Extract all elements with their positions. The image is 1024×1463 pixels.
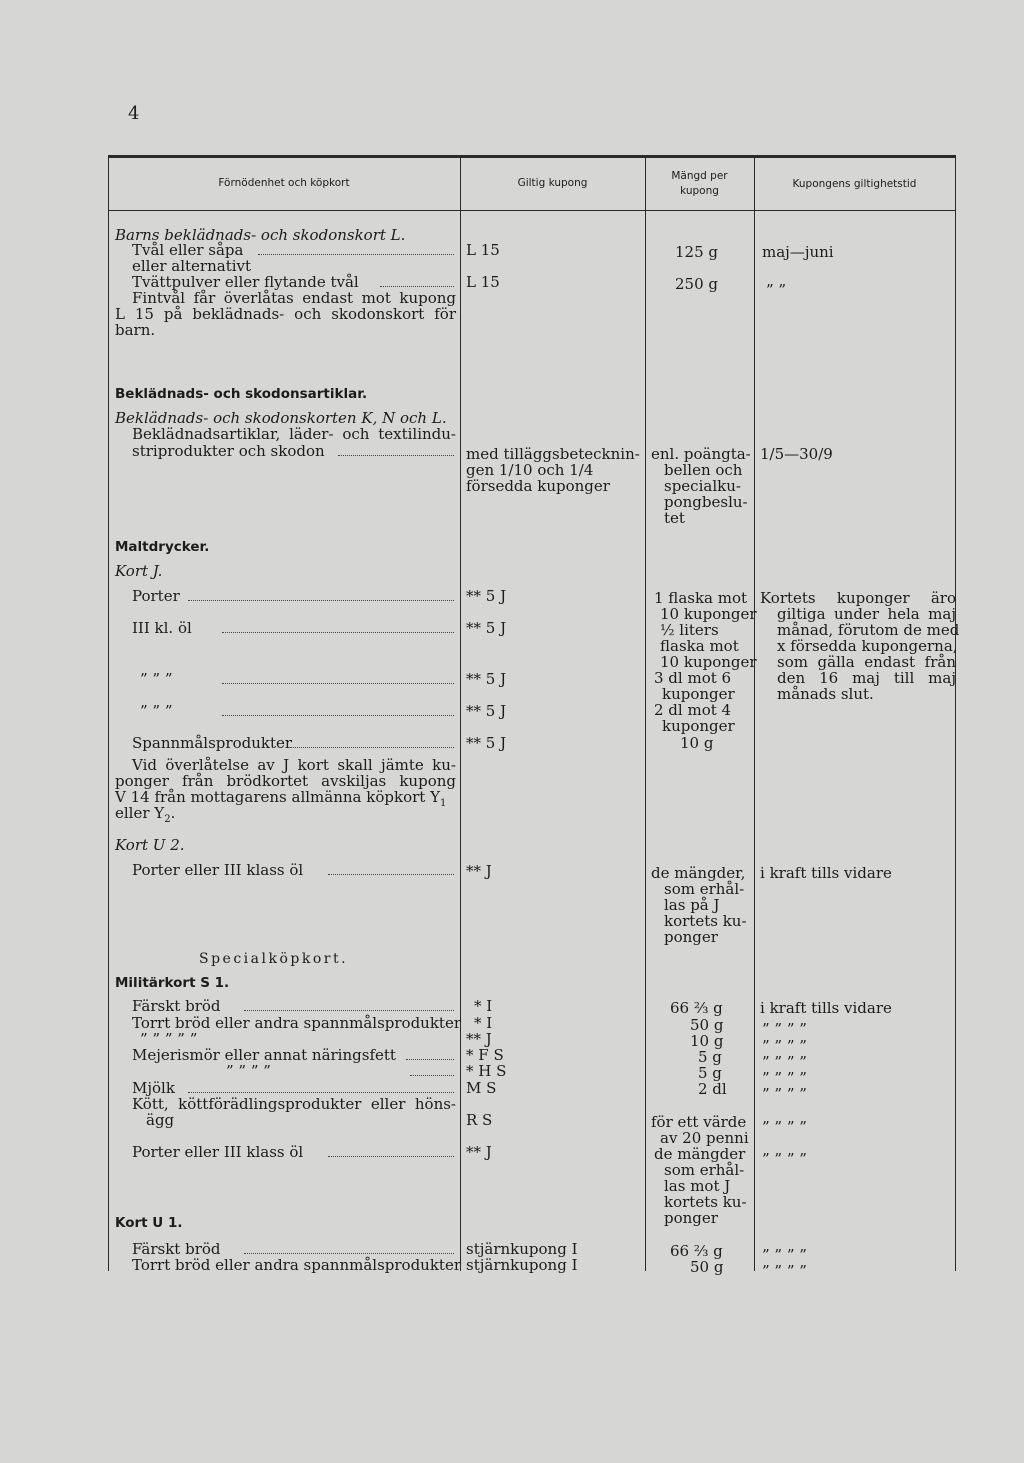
coupon-code: M S	[466, 1079, 497, 1097]
header-bottom-rule	[108, 210, 956, 211]
top-rule	[108, 155, 956, 158]
coupon-code: ** 5 J	[466, 619, 507, 637]
amount: las mot J	[664, 1177, 731, 1195]
ditto: ” ” ” ”	[762, 1246, 807, 1264]
item-name: Spannmålsprodukter	[132, 734, 293, 752]
note: Fintvål får överlåtas endast mot kupong	[132, 289, 456, 307]
col-divider-2	[645, 156, 646, 1271]
item-name: striprodukter och skodon	[132, 442, 325, 460]
ditto: ” ”	[766, 281, 787, 299]
coupon-code: L 15	[466, 241, 500, 259]
leader-dots	[380, 286, 454, 287]
item-name: Torrt bröd eller andra spannmålsprodukter	[132, 1256, 462, 1274]
note: ponger från brödkortet avskiljas kupong	[115, 772, 456, 790]
ditto: ” ” ” ”	[762, 1150, 807, 1168]
amount: som erhål-	[664, 880, 745, 898]
coupon-code: ** J	[466, 862, 492, 880]
coupon-code: * I	[474, 1014, 493, 1032]
ditto: ” ” ” ”	[226, 1062, 271, 1080]
item-name: Beklädnadsartiklar, läder- och textilindu-	[132, 425, 456, 443]
leader-dots	[188, 600, 454, 601]
leader-dots	[244, 1253, 454, 1254]
amount: enl. poängta-	[651, 445, 751, 463]
leader-dots	[222, 715, 454, 716]
amount: de mängder	[654, 1145, 746, 1163]
coupon-desc: stjärnkupong I	[466, 1256, 578, 1274]
amount: 66 ⅔ g	[670, 999, 723, 1017]
coupon-desc: stjärnkupong I	[466, 1240, 578, 1258]
coupon-code: * F S	[466, 1046, 504, 1064]
ditto: ” ” ” ”	[762, 1053, 807, 1071]
amount: ½ liters	[660, 621, 719, 639]
header-item-col: Förnödenhet och köpkort	[218, 177, 350, 189]
amount: 2 dl	[698, 1080, 727, 1098]
leader-dots	[328, 1156, 454, 1157]
ditto: ” ” ”	[140, 670, 173, 688]
amount: kuponger	[662, 717, 735, 735]
header-amount-col: Mängd per	[671, 170, 728, 182]
coupon-code: ** 5 J	[466, 734, 507, 752]
amount: 10 g	[690, 1032, 724, 1050]
coupon-desc: gen 1/10 och 1/4	[466, 461, 594, 479]
header-amount-col-2: kupong	[680, 185, 719, 197]
item-name: III kl. öl	[132, 619, 192, 637]
coupon-code: ** J	[466, 1030, 492, 1048]
item-sub: eller alternativt	[132, 257, 252, 275]
amount: 2 dl mot 4	[654, 701, 732, 719]
leader-dots	[410, 1075, 454, 1076]
leader-dots	[188, 1092, 454, 1093]
item-name: Mejerismör eller annat näringsfett	[132, 1046, 396, 1064]
card-title: Kort U 2.	[115, 836, 185, 854]
leader-dots	[244, 1010, 454, 1011]
amount: kuponger	[662, 685, 735, 703]
amount: 66 ⅔ g	[670, 1242, 723, 1260]
amount: kortets ku-	[664, 1193, 747, 1211]
ditto: ” ” ” ”	[762, 1118, 807, 1136]
amount: ponger	[664, 1209, 718, 1227]
amount: ponger	[664, 928, 718, 946]
ditto: ” ” ” ”	[762, 1085, 807, 1103]
col-divider-right	[955, 156, 956, 1271]
col-divider-left	[108, 156, 109, 1271]
amount: av 20 penni	[660, 1129, 749, 1147]
amount: 250 g	[675, 275, 719, 293]
card-title: Militärkort S 1.	[115, 975, 230, 991]
leader-dots	[258, 254, 454, 255]
header-validity-col: Kupongens giltighetstid	[792, 178, 917, 190]
note: V 14 från mottagarens allmänna köpkort $Y_1$	[115, 788, 447, 809]
item-name: Kött, köttförädlingsprodukter eller höns-	[132, 1095, 456, 1113]
coupon-code: ** J	[466, 1143, 492, 1161]
section-heading: Maltdrycker.	[115, 539, 210, 555]
header-coupon-col: Giltig kupong	[517, 177, 588, 189]
page-number: 4	[128, 103, 140, 124]
amount: 5 g	[698, 1048, 722, 1066]
amount: 5 g	[698, 1064, 722, 1082]
amount: 10 kuponger	[660, 605, 757, 623]
item-name: Porter	[132, 587, 180, 605]
col-divider-3	[754, 156, 755, 1271]
coupon-desc: med tilläggsbetecknin-	[466, 445, 640, 463]
validity: giltiga under hela maj	[777, 605, 956, 623]
coupon-code: * I	[474, 997, 493, 1015]
card-title: Kort J.	[115, 562, 163, 580]
item-name: Porter eller III klass öl	[132, 1143, 304, 1161]
section-heading: Specialköpkort.	[199, 951, 349, 967]
coupon-code: ** 5 J	[466, 702, 507, 720]
amount: pongbeslu-	[664, 493, 748, 511]
amount: 125 g	[675, 243, 719, 261]
leader-dots	[222, 683, 454, 684]
col-divider-1	[460, 156, 461, 1271]
amount: som erhål-	[664, 1161, 745, 1179]
leader-dots	[406, 1059, 454, 1060]
item-name: Färskt bröd	[132, 1240, 221, 1258]
ditto: ” ” ” ” ”	[140, 1030, 198, 1048]
section-title: Barns beklädnads- och skodonskort L.	[115, 226, 406, 244]
card-title: Kort U 1.	[115, 1215, 183, 1231]
validity: månad, förutom de med	[777, 621, 960, 639]
validity: månads slut.	[777, 685, 874, 703]
note: Vid överlåtelse av J kort skall jämte ku-	[132, 756, 456, 774]
amount: 50 g	[690, 1258, 724, 1276]
amount: 10 kuponger	[660, 653, 757, 671]
amount: bellen och	[664, 461, 743, 479]
validity: i kraft tills vidare	[760, 999, 892, 1017]
leader-dots	[328, 874, 454, 875]
coupon-code: R S	[466, 1111, 493, 1129]
ditto: ” ” ”	[140, 702, 173, 720]
amount: 1 flaska mot	[654, 589, 748, 607]
note: L 15 på beklädnads- och skodonskort för	[115, 305, 456, 323]
section-title: Beklädnads- och skodonskorten K, N och L.	[115, 409, 447, 427]
item-name: Färskt bröd	[132, 997, 221, 1015]
amount: kortets ku-	[664, 912, 747, 930]
amount: specialku-	[664, 477, 741, 495]
item-name: ägg	[146, 1111, 175, 1129]
item-name: Tvättpulver eller flytande tvål	[132, 273, 359, 291]
ditto: ” ” ” ”	[762, 1069, 807, 1087]
amount: flaska mot	[660, 637, 739, 655]
ditto: ” ” ” ”	[762, 1020, 807, 1038]
note: eller $Y_2$.	[115, 804, 176, 825]
validity: den 16 maj till maj	[777, 669, 956, 687]
amount: de mängder,	[651, 864, 746, 882]
section-heading: Beklädnads- och skodonsartiklar.	[115, 386, 368, 402]
coupon-desc: försedda kuponger	[466, 477, 610, 495]
leader-dots	[290, 747, 454, 748]
item-name: Porter eller III klass öl	[132, 861, 304, 879]
amount: 3 dl mot 6	[654, 669, 732, 687]
validity: i kraft tills vidare	[760, 864, 892, 882]
coupon-code: ** 5 J	[466, 587, 507, 605]
ditto: ” ” ” ”	[762, 1037, 807, 1055]
ditto: ” ” ” ”	[762, 1262, 807, 1280]
amount: 50 g	[690, 1016, 724, 1034]
item-name: Torrt bröd eller andra spannmålsprodukter	[132, 1014, 462, 1032]
amount: tet	[664, 509, 685, 527]
amount: 10 g	[680, 734, 714, 752]
validity: som gälla endast från	[777, 653, 956, 671]
amount: för ett värde	[651, 1113, 747, 1131]
item-name: Mjölk	[132, 1079, 175, 1097]
validity: maj—juni	[762, 243, 834, 261]
leader-dots	[222, 632, 454, 633]
amount: las på J	[664, 896, 720, 914]
coupon-code: * H S	[466, 1062, 507, 1080]
item-name: Tvål eller såpa	[132, 241, 244, 259]
validity: Kortets kuponger äro	[760, 589, 956, 607]
validity: 1/5—30/9	[760, 445, 833, 463]
coupon-code: L 15	[466, 273, 500, 291]
coupon-code: ** 5 J	[466, 670, 507, 688]
validity: x försedda kupongerna,	[777, 637, 958, 655]
note: barn.	[115, 321, 156, 339]
leader-dots	[338, 455, 454, 456]
